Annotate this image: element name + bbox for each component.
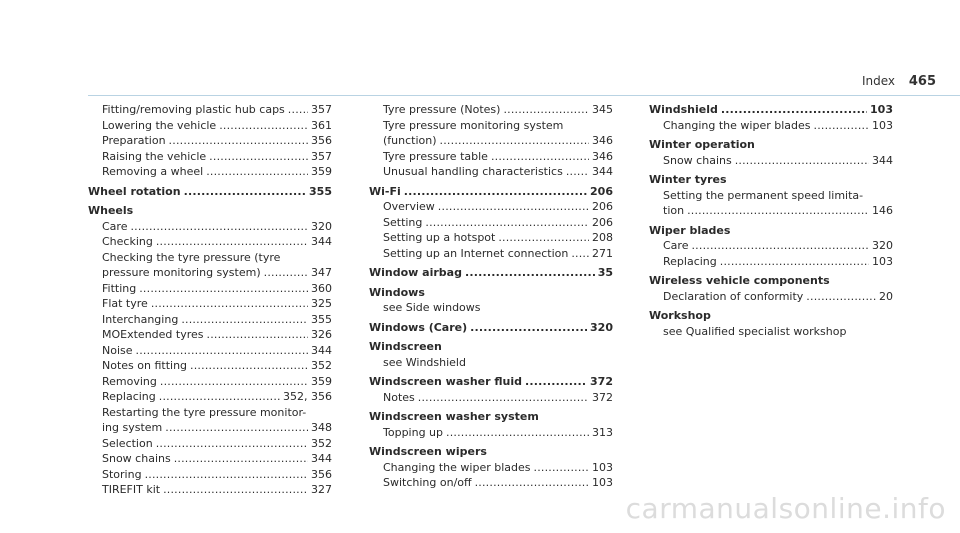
index-entry <box>649 102 893 118</box>
entry-label: Tyre pressure (Notes) <box>383 103 501 116</box>
entry-label: Window airbag <box>369 266 462 279</box>
entry-label: Windows (Care) <box>369 320 468 334</box>
index-subentry <box>369 475 613 491</box>
index-subentry <box>369 355 613 371</box>
leader-dots <box>160 374 308 390</box>
leader-dots <box>571 246 589 262</box>
index-subentry <box>88 118 332 134</box>
index-subentry <box>88 296 332 312</box>
entry-label: Flat tyre <box>102 297 148 310</box>
leader-dots <box>491 149 589 165</box>
page-reference[interactable]: 352 <box>311 436 332 450</box>
leader-dots <box>446 425 589 441</box>
page-header <box>862 74 936 89</box>
entry-label: tion <box>663 204 685 217</box>
page-reference[interactable]: 313 <box>592 425 613 439</box>
index-subentry <box>369 300 613 316</box>
index-subentry <box>88 420 332 436</box>
entry-label: Switching on/off <box>383 476 472 489</box>
entry-label: Care <box>663 239 689 252</box>
leader-dots <box>159 389 280 405</box>
page-reference[interactable]: 359 <box>311 165 332 178</box>
entry-label: Snow chains <box>663 153 732 167</box>
page-reference[interactable]: 355 <box>309 184 332 198</box>
index-subentry <box>649 289 893 305</box>
index-subentry <box>369 149 613 165</box>
entry-label: Wheels <box>88 204 134 217</box>
page-reference[interactable]: 357 <box>311 103 332 116</box>
page-reference[interactable]: 359 <box>311 374 332 388</box>
entry-label: Unusual handling characteristics <box>383 165 563 178</box>
index-subentry <box>88 327 332 343</box>
entry-label: Care <box>102 219 128 233</box>
index-subentry <box>649 324 893 340</box>
page-reference[interactable]: 357 <box>311 149 332 163</box>
entry-label: Setting the permanent speed limita- <box>663 188 864 202</box>
page-reference[interactable]: 344 <box>872 153 893 167</box>
entry-label: Replacing <box>102 390 156 403</box>
page-reference[interactable]: 356 <box>311 134 332 147</box>
leader-dots <box>139 281 308 297</box>
page-reference[interactable]: 347 <box>311 266 332 279</box>
index-entry <box>369 374 613 390</box>
index-subentry <box>649 153 893 169</box>
page-reference[interactable]: 206 <box>592 215 613 229</box>
leader-dots <box>169 133 308 149</box>
page-reference[interactable]: 372 <box>592 390 613 404</box>
page-reference[interactable]: 320 <box>590 320 613 334</box>
page-reference[interactable]: 206 <box>590 184 613 198</box>
index-subentry <box>649 238 893 254</box>
header-rule <box>88 95 960 96</box>
index-subentry <box>369 133 613 149</box>
entry-label: Windscreen <box>369 340 442 353</box>
leader-dots <box>814 118 870 134</box>
index-entry <box>649 137 893 153</box>
page-reference[interactable]: 372 <box>590 375 613 388</box>
leader-dots <box>687 203 869 219</box>
entry-label: Lowering the vehicle <box>102 118 217 132</box>
index-entry <box>369 409 613 425</box>
leader-dots <box>209 149 308 165</box>
leader-dots <box>136 343 308 359</box>
page-reference[interactable]: 352, 356 <box>283 390 332 403</box>
page-reference[interactable]: 103 <box>872 254 893 268</box>
index-subentry <box>649 118 893 134</box>
index-subentry <box>369 390 613 406</box>
index-subentry <box>88 482 332 498</box>
entry-label: (function) <box>383 134 437 147</box>
index-subentry <box>369 460 613 476</box>
index-subentry <box>88 312 332 328</box>
index-subentry <box>88 265 332 281</box>
index-subentry <box>88 467 332 483</box>
page-reference[interactable]: 208 <box>592 231 613 244</box>
index-entry <box>649 273 893 289</box>
leader-dots <box>735 153 869 169</box>
entry-label: Windscreen washer fluid <box>369 375 522 388</box>
entry-label: Setting <box>383 215 423 229</box>
index-subentry <box>88 164 332 180</box>
leader-dots <box>498 230 589 246</box>
entry-label: Raising the vehicle <box>102 149 207 163</box>
entry-label: Wiper blades <box>649 223 731 237</box>
leader-dots <box>165 420 308 436</box>
entry-label: Changing the wiper blades <box>663 118 811 132</box>
index-subentry <box>649 254 893 270</box>
index-subentry <box>88 281 332 297</box>
index-subentry <box>88 405 332 421</box>
index-subentry <box>88 389 332 405</box>
index-subentry <box>369 230 613 246</box>
index-subentry <box>88 451 332 467</box>
entry-label: Windscreen wipers <box>369 445 487 458</box>
leader-dots <box>721 102 867 118</box>
page-reference[interactable]: 103 <box>872 118 893 132</box>
page-reference[interactable]: 344 <box>592 165 613 178</box>
entry-label: Tyre pressure table <box>383 149 488 163</box>
leader-dots <box>264 265 308 281</box>
index-column-3 <box>649 102 893 339</box>
page-reference[interactable]: 320 <box>311 219 332 233</box>
index-subentry <box>88 234 332 250</box>
leader-dots <box>806 289 876 305</box>
leader-dots <box>438 199 589 215</box>
entry-label: Interchanging <box>102 312 179 326</box>
leader-dots <box>206 164 308 180</box>
leader-dots <box>566 164 589 180</box>
entry-label: Tyre pressure monitoring system <box>383 118 564 132</box>
leader-dots <box>156 436 308 452</box>
leader-dots <box>219 118 308 134</box>
entry-label: Workshop <box>649 309 711 322</box>
index-subentry <box>88 374 332 390</box>
page-reference[interactable]: 146 <box>872 204 893 217</box>
entry-label: see Windshield <box>383 355 466 369</box>
leader-dots <box>145 467 308 483</box>
index-subentry <box>88 149 332 165</box>
page-reference[interactable]: 325 <box>311 297 332 310</box>
entry-label: Replacing <box>663 254 717 268</box>
page-reference[interactable]: 348 <box>311 421 332 434</box>
index-entry <box>649 172 893 188</box>
entry-label: Overview <box>383 200 435 213</box>
leader-dots <box>130 219 308 235</box>
leader-dots <box>418 390 589 406</box>
index-subentry <box>369 164 613 180</box>
page-reference[interactable]: 356 <box>311 467 332 481</box>
page-reference[interactable]: 344 <box>311 235 332 248</box>
index-subentry <box>88 219 332 235</box>
index-entry <box>369 444 613 460</box>
entry-label: Removing <box>102 374 157 388</box>
page-reference[interactable]: 327 <box>311 483 332 496</box>
leader-dots <box>163 482 308 498</box>
leader-dots <box>691 238 869 254</box>
index-entry <box>369 265 613 281</box>
entry-label: Windscreen washer system <box>369 410 539 423</box>
index-subentry <box>369 215 613 231</box>
leader-dots <box>288 102 308 118</box>
entry-label: MOExtended tyres <box>102 328 204 341</box>
leader-dots <box>207 327 309 343</box>
leader-dots <box>465 265 595 281</box>
index-subentry <box>369 246 613 262</box>
leader-dots <box>720 254 869 270</box>
index-entry <box>369 320 613 336</box>
entry-label: Selection <box>102 436 153 450</box>
leader-dots <box>190 358 308 374</box>
entry-label: Removing a wheel <box>102 165 204 178</box>
leader-dots <box>156 234 308 250</box>
index-entry <box>649 223 893 239</box>
index-entry <box>369 339 613 355</box>
leader-dots <box>440 133 589 149</box>
page-reference[interactable]: 206 <box>592 200 613 213</box>
page-reference[interactable]: 352 <box>311 359 332 372</box>
leader-dots <box>503 102 589 118</box>
leader-dots <box>534 460 590 476</box>
index-column-2 <box>369 102 613 491</box>
entry-label: Fitting/removing plastic hub caps <box>102 103 285 116</box>
entry-label: Setting up an Internet connection <box>383 246 569 260</box>
leader-dots <box>151 296 308 312</box>
index-subentry <box>649 188 893 204</box>
page-reference[interactable]: 361 <box>311 118 332 132</box>
page-reference[interactable]: 346 <box>592 149 613 163</box>
page-reference[interactable]: 320 <box>872 239 893 252</box>
index-subentry <box>88 133 332 149</box>
entry-label: ing system <box>102 421 163 434</box>
page-reference[interactable]: 344 <box>311 452 332 465</box>
index-entry <box>88 184 332 200</box>
page-number: 465 <box>908 74 936 89</box>
leader-dots <box>184 184 306 200</box>
leader-dots <box>181 312 308 328</box>
index-subentry <box>369 118 613 134</box>
index-subentry <box>649 203 893 219</box>
index-subentry <box>88 250 332 266</box>
entry-label: Wireless vehicle components <box>649 274 830 287</box>
index-entry <box>369 184 613 200</box>
index-entry <box>369 285 613 301</box>
index-column-1 <box>88 102 332 498</box>
leader-dots <box>525 374 587 390</box>
index-entry <box>649 308 893 324</box>
entry-label: Notes <box>383 390 415 404</box>
index-subentry <box>369 102 613 118</box>
page-reference[interactable]: 103 <box>870 103 893 116</box>
entry-label: Noise <box>102 343 133 357</box>
entry-label: Winter operation <box>649 138 755 151</box>
entry-label: pressure monitoring system) <box>102 266 261 279</box>
index-subentry <box>369 199 613 215</box>
watermark: carmanualsonline.info <box>625 492 946 525</box>
leader-dots <box>404 184 587 200</box>
entry-label: see Qualified specialist workshop <box>663 324 847 338</box>
entry-label: Topping up <box>383 425 444 439</box>
page-reference[interactable]: 103 <box>592 460 613 474</box>
index-subentry <box>88 358 332 374</box>
page-reference[interactable]: 326 <box>311 328 332 341</box>
section-title: Index <box>861 74 896 88</box>
page-reference[interactable]: 103 <box>592 476 613 489</box>
entry-label: Wheel rotation <box>88 184 181 198</box>
entry-label: TIREFIT kit <box>102 483 161 496</box>
entry-label: Fitting <box>102 281 137 295</box>
entry-label: Winter tyres <box>649 173 727 186</box>
entry-label: Storing <box>102 467 142 481</box>
leader-dots <box>470 320 587 336</box>
page-reference[interactable]: 355 <box>311 312 332 326</box>
entry-label: Wi-Fi <box>369 184 401 198</box>
page-reference[interactable]: 271 <box>592 246 613 260</box>
leader-dots <box>475 475 589 491</box>
entry-label: see Side windows <box>383 301 481 314</box>
index-subentry <box>369 425 613 441</box>
leader-dots <box>425 215 589 231</box>
entry-label: Declaration of conformity <box>663 289 804 303</box>
index-entry <box>88 203 332 219</box>
entry-label: Restarting the tyre pressure monitor- <box>102 405 307 419</box>
page-reference[interactable]: 35 <box>597 266 613 279</box>
entry-label: Snow chains <box>102 452 171 465</box>
entry-label: Setting up a hotspot <box>383 231 496 244</box>
page-reference[interactable]: 345 <box>592 103 613 116</box>
leader-dots <box>174 451 308 467</box>
page-reference[interactable]: 20 <box>879 289 893 303</box>
entry-label: Windows <box>369 285 425 299</box>
index-subentry <box>88 102 332 118</box>
page-reference[interactable]: 360 <box>311 281 332 295</box>
page-reference[interactable]: 344 <box>311 343 332 357</box>
entry-label: Checking the tyre pressure (tyre <box>102 250 281 264</box>
entry-label: Preparation <box>102 134 166 147</box>
entry-label: Notes on fitting <box>102 359 188 372</box>
index-subentry <box>88 436 332 452</box>
index-subentry <box>88 343 332 359</box>
entry-label: Windshield <box>649 103 718 116</box>
entry-label: Changing the wiper blades <box>383 460 531 474</box>
page-reference[interactable]: 346 <box>592 134 613 147</box>
entry-label: Checking <box>102 235 153 248</box>
